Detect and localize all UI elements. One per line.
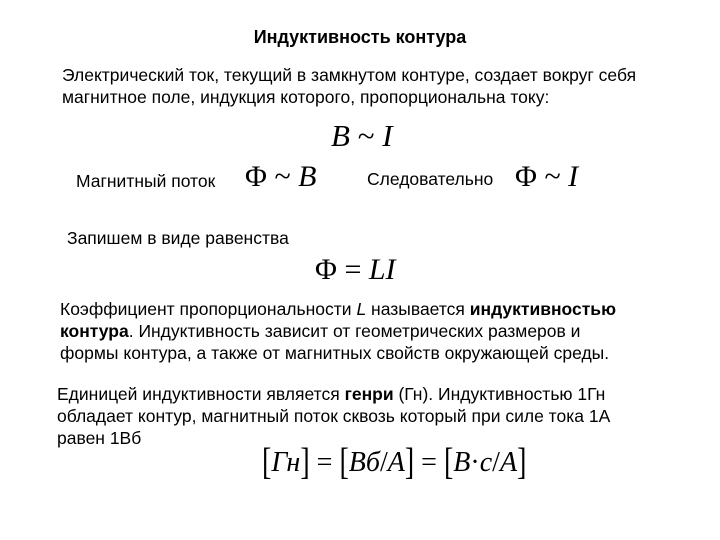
- unit-line-1: [57, 383, 610, 405]
- term-inductance: индуктивностью: [469, 299, 617, 319]
- symbol-i: I: [382, 118, 393, 153]
- equality-intro: Запишем в виде равенства: [67, 228, 289, 248]
- coefficient-text: Коэффициент пропорциональности: [60, 299, 357, 319]
- unit-gn: Гн: [271, 447, 301, 478]
- coefficient-text: . Индуктивность зависит от геометрических размеров и: [128, 321, 581, 341]
- coefficient-text: называется: [366, 299, 470, 319]
- formula-phi-equals-li: [315, 253, 396, 287]
- symbol-phi: Φ: [515, 160, 537, 193]
- bracket-open: [: [443, 441, 454, 484]
- symbol-phi: Φ: [315, 253, 337, 286]
- unit-v: B: [453, 447, 471, 478]
- equals-operator: =: [421, 447, 437, 478]
- slash-operator: /: [492, 447, 500, 478]
- bracket-close: ]: [404, 441, 415, 484]
- bracket-close: ]: [517, 441, 527, 484]
- intro-line-1: Электрический ток, текущий в замкнутом контуре, создает вокруг себя: [62, 65, 637, 85]
- coefficient-line-3: формы контура, а также от магнитных свойств окружающей среды.: [60, 343, 610, 363]
- unit-wb: Вб: [348, 447, 380, 478]
- unit-a: A: [387, 447, 405, 478]
- unit-text: Единицей индуктивности является: [57, 384, 345, 404]
- symbol-phi: Φ: [245, 160, 267, 193]
- unit-c: c: [479, 447, 493, 478]
- tilde-operator: ~: [544, 160, 561, 193]
- therefore-label: Следовательно: [367, 169, 494, 189]
- flux-label: Магнитный поток: [76, 171, 216, 191]
- symbol-li: LI: [368, 253, 396, 286]
- bracket-open: [: [339, 441, 349, 484]
- bracket-open: [: [262, 441, 272, 484]
- bracket-close: ]: [300, 441, 310, 484]
- symbol-l: L: [356, 299, 367, 319]
- coefficient-line-2: [60, 320, 616, 342]
- term-contour: контура: [60, 321, 129, 341]
- dot-operator: ·: [470, 447, 480, 478]
- page-title: Индуктивность контура: [253, 27, 467, 47]
- symbol-b: B: [331, 118, 350, 153]
- intro-text: [62, 64, 636, 108]
- symbol-b: B: [298, 160, 317, 193]
- equals-operator: =: [316, 447, 333, 478]
- formula-phi-proportional-b: [245, 160, 317, 194]
- coefficient-paragraph: [60, 298, 616, 364]
- unit-paragraph: [57, 383, 610, 449]
- formula-henry-units: [262, 441, 527, 484]
- slash-operator: /: [379, 447, 388, 478]
- tilde-operator: ~: [274, 160, 291, 193]
- formula-phi-proportional-i: [515, 160, 578, 194]
- tilde-operator: ~: [357, 118, 375, 153]
- intro-line-2: магнитное поле, индукция которого, пропорциональна току:: [62, 87, 550, 107]
- term-henry: генри: [344, 384, 394, 404]
- symbol-i: I: [568, 160, 579, 193]
- unit-text: (Гн). Индуктивностью 1Гн: [393, 384, 606, 404]
- coefficient-line-1: [60, 298, 616, 320]
- formula-b-proportional-i: [331, 118, 393, 154]
- equals-operator: =: [344, 253, 362, 286]
- unit-line-3: равен 1Вб: [57, 428, 142, 448]
- unit-line-2: обладает контур, магнитный поток сквозь который при силе тока 1А: [57, 406, 611, 426]
- unit-a: A: [499, 447, 518, 478]
